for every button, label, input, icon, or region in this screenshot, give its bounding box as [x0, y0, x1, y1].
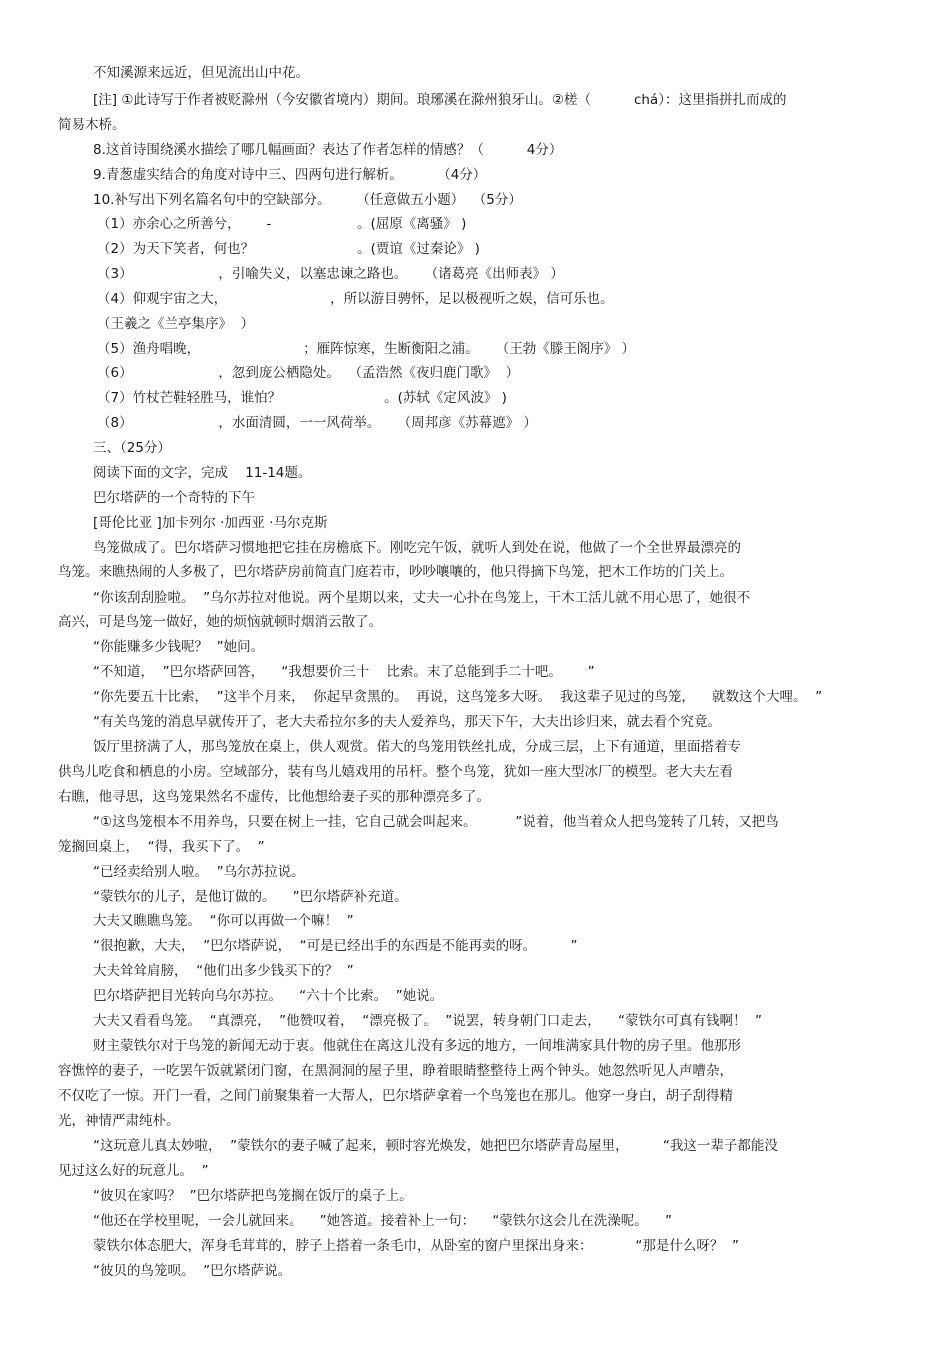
paragraph-line: 鸟笼做成了。巴尔塔萨习惯地把它挂在房檐底下。刚吃完午饭，就听人到处在说，他做了一个全世界最漂亮的: [93, 540, 741, 556]
paragraph-line: 大夫又瞧瞧鸟笼。 “你可以再做一个嘛！ ”: [93, 913, 354, 929]
paragraph-line: 不仅吃了一惊。开门一看，之间门前聚集着一大帮人，巴尔塔萨拿着一个鸟笼也在那儿。他穿一身白，胡子刮得精: [58, 1088, 733, 1104]
paragraph-line: “蒙铁尔的儿子，是他订做的。 ”巴尔塔萨补充道。: [93, 889, 408, 905]
question-8: 8.这首诗围绕溪水描绘了哪几幅画面？表达了作者怎样的情感？（ 4分）: [93, 142, 563, 158]
paragraph-line: “你能赚多少钱呢？ ”她问。: [93, 639, 265, 655]
section-heading: 三、（25分）: [93, 440, 171, 456]
paragraph-line: “你该刮刮脸啦。 ”乌尔苏拉对他说。两个星期以来，丈夫一心扑在鸟笼上，干木工活儿就不用心思了，她很不: [93, 590, 751, 606]
paragraph-line: 蒙铁尔体态肥大，浑身毛茸茸的，脖子上搭着一条毛巾，从卧室的窗户里探出身来： “那是什么呀？ ”: [93, 1238, 739, 1254]
paragraph-line: 笼搁回桌上， “得，我买下了。 ”: [58, 839, 265, 855]
paragraph-line: “这玩意儿真太妙啦， ”蒙铁尔的妻子喊了起来，顿时容光焕发，她把巴尔塔萨青岛屋里， “我这一辈子都能没: [93, 1138, 778, 1154]
annotation-note: [注] ①此诗写于作者被贬滁州（今安徽省境内）期间。琅琊溪在滁州狼牙山。②槎（ chá）：这里指拼扎而成的: [93, 92, 787, 108]
fill-item-1: （1）亦余心之所善兮， - 。(屈原《离骚》 ): [97, 216, 467, 232]
annotation-note-cont: 简易木桥。: [58, 117, 126, 133]
paragraph-line: “彼贝的鸟笼呗。 ”巴尔塔萨说。: [93, 1263, 292, 1279]
paragraph-line: 大夫耸耸肩膀， “他们出多少钱买下的？ ”: [93, 963, 354, 979]
reading-instruction: 阅读下面的文字，完成 11-14题。: [93, 465, 312, 481]
paragraph-line: “很抱歉，大夫， ”巴尔塔萨说， “可是已经出手的东西是不能再卖的呀。 ”: [93, 938, 578, 954]
paragraph-line: 光，神情严肃纯朴。: [58, 1113, 180, 1129]
paragraph-line: “已经卖给别人啦。 ”乌尔苏拉说。: [93, 864, 305, 880]
fill-item-2: （2）为天下笑者，何也？ 。(贾谊《过秦论》 ): [97, 241, 480, 257]
fill-item-4: （4）仰观宇宙之大， ，所以游目骋怀，足以极视听之娱，信可乐也。: [97, 291, 614, 307]
paragraph-line: “彼贝在家吗？ ”巴尔塔萨把鸟笼搁在饭厅的桌子上。: [93, 1188, 413, 1204]
paragraph-line: 饭厅里挤满了人，那鸟笼放在桌上，供人观赏。偌大的鸟笼用铁丝扎成，分成三层，上下有通道，里面搭着专: [93, 739, 741, 755]
question-9: 9.青葱虚实结合的角度对诗中三、四两句进行解析。 （4分）: [93, 167, 487, 183]
story-author: [哥伦比亚 ]加卡列尔 ·加西亚 ·马尔克斯: [93, 515, 328, 531]
paragraph-line: 见过这么好的玩意儿。 ”: [58, 1163, 209, 1179]
paragraph-line: “①这鸟笼根本不用养鸟，只要在树上一挂，它自己就会叫起来。 ”说着，他当着众人把鸟笼转了几转，又把鸟: [93, 814, 779, 830]
poem-line: 不知溪源来远近，但见流出山中花。: [93, 65, 309, 81]
paragraph-line: 大夫又看看鸟笼。 “真漂亮， ”他赞叹着， “漂亮极了。 ”说罢，转身朝门口走去， “蒙铁尔可真有钱啊！ ”: [93, 1013, 763, 1029]
paragraph-line: “他还在学校里呢，一会儿就回来。 ”她答道。接着补上一句： “蒙铁尔这会儿在洗澡呢。 ”: [93, 1213, 672, 1229]
paragraph-line: 财主蒙铁尔对于鸟笼的新闻无动于衷。他就住在离这儿没有多远的地方，一间堆满家具什物的房子里。他那形: [93, 1038, 741, 1054]
fill-item-5: （5）渔舟唱晚， ；雁阵惊寒，生断衡阳之浦。 （王勃《滕王阁序》 ）: [97, 341, 636, 357]
fill-item-4-source: （王羲之《兰亭集序》 ）: [97, 316, 255, 332]
question-10: 10.补写出下列名篇名句中的空缺部分。 （任意做五小题） （5分）: [93, 192, 522, 208]
paragraph-line: 容憔悴的妻子，一吃罢午饭就紧闭门窗，在黑洞洞的屋子里，睁着眼睛整整待上两个钟头。她忽然听见人声嘈杂，: [58, 1063, 733, 1079]
fill-item-7: （7）竹杖芒鞋轻胜马，谁怕？ 。(苏轼《定风波》 ): [97, 390, 507, 406]
paragraph-line: 供鸟儿吃食和栖息的小房。空域部分，装有鸟儿嬉戏用的吊杆。整个鸟笼，犹如一座大型冰厂的模型。老大夫左看: [58, 764, 733, 780]
paragraph-line: “你先要五十比索， ”这半个月来， 你起早贪黑的。 再说，这鸟笼多大呀。 我这辈子见过的鸟笼， 就数这个大哩。 ”: [93, 689, 823, 705]
paragraph-line: 巴尔塔萨把目光转向乌尔苏拉。 “六十个比索。 ”她说。: [93, 988, 444, 1004]
paragraph-line: “不知道， ”巴尔塔萨回答， “我想要价三十 比索。末了总能到手二十吧。 ”: [93, 664, 595, 680]
story-title: 巴尔塔萨的一个奇特的下午: [93, 490, 255, 506]
paragraph-line: 鸟笼。来瞧热闹的人多极了，巴尔塔萨房前简直门庭若市，吵吵嚷嚷的，他只得摘下鸟笼，把木工作坊的门关上。: [58, 564, 733, 580]
paragraph-line: 高兴，可是鸟笼一做好，她的烦恼就顿时烟消云散了。: [58, 614, 382, 630]
fill-item-3: （3） ，引喻失义，以塞忠谏之路也。 （诸葛亮《出师表》 ）: [97, 266, 564, 282]
fill-item-6: （6） ，忽到庞公栖隐处。 （孟浩然《夜归鹿门歌》 ）: [97, 365, 520, 381]
fill-item-8: （8） ，水面清圆，一一风荷举。 （周邦彦《苏幕遮》 ）: [97, 415, 537, 431]
paragraph-line: 右瞧，他寻思，这鸟笼果然名不虚传，比他想给妻子买的那种漂亮多了。: [58, 789, 490, 805]
paragraph-line: “有关鸟笼的消息早就传开了，老大夫希拉尔多的夫人爱养鸟，那天下午，大夫出诊归来，就去看个究竟。: [93, 714, 721, 730]
